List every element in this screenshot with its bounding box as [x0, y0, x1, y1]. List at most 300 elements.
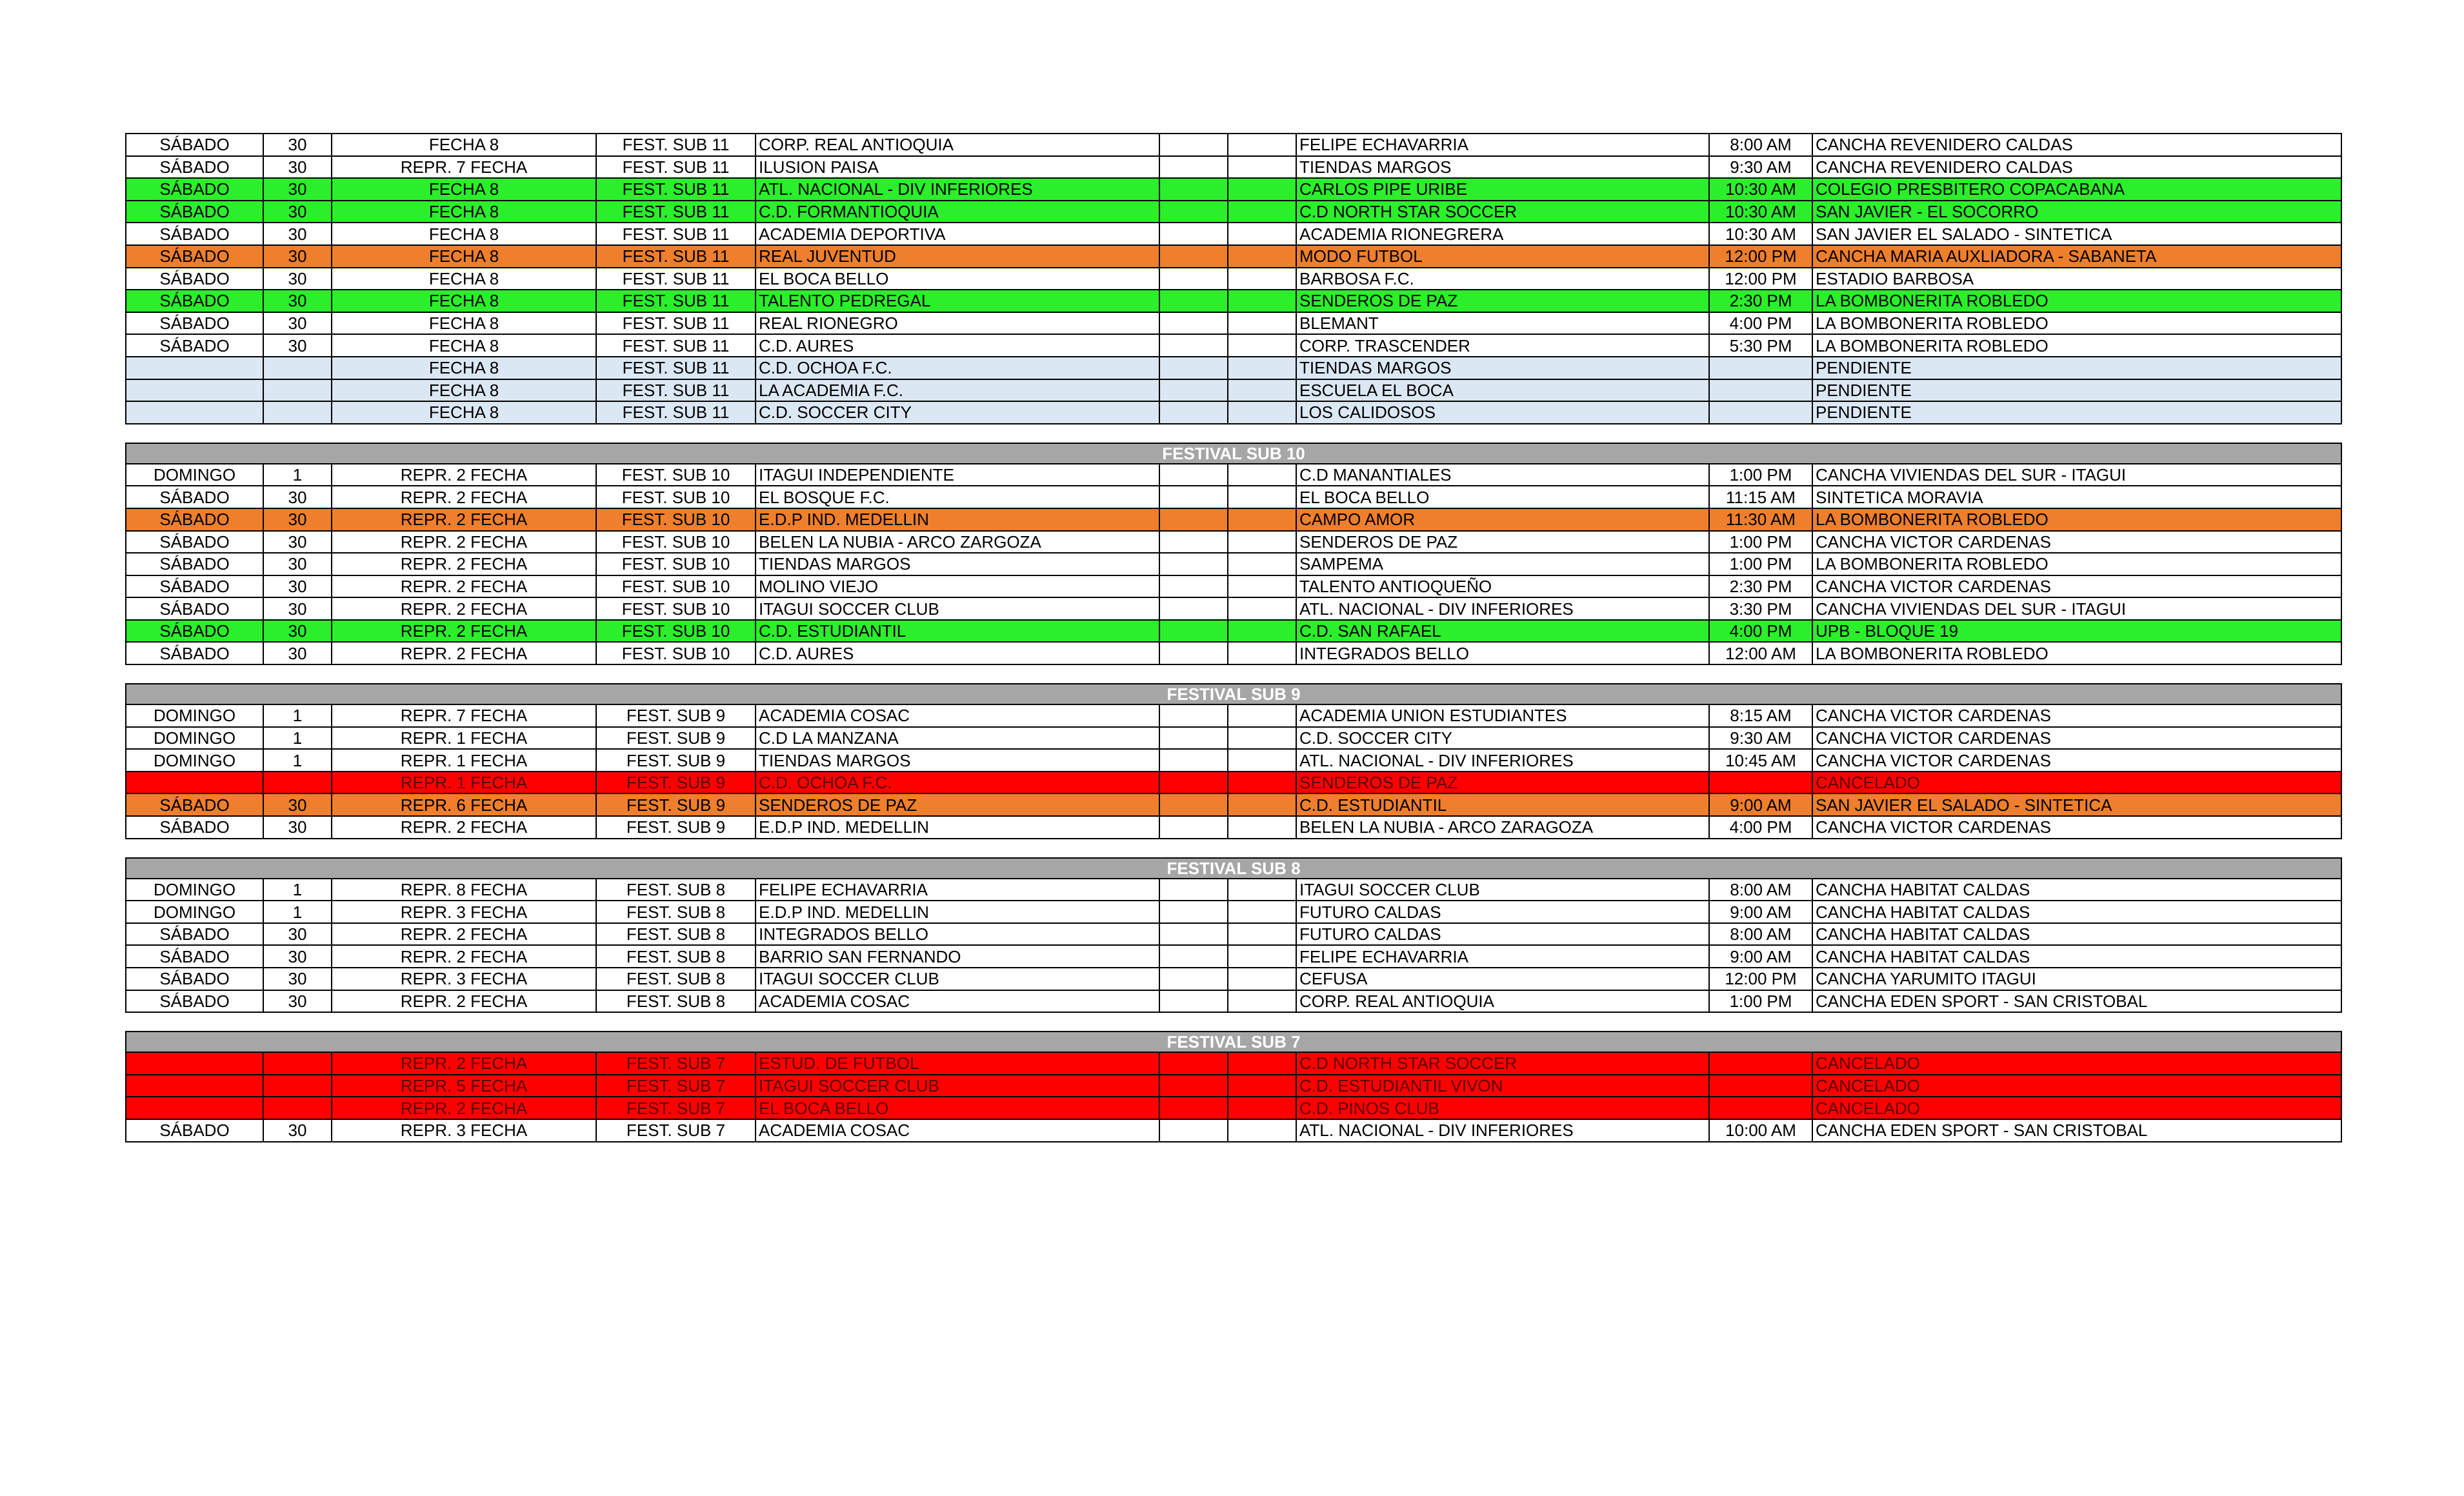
- cell-category: FEST. SUB 7: [596, 1052, 756, 1075]
- cell-category: FEST. SUB 11: [596, 401, 756, 424]
- cell-venue: LA BOMBONERITA ROBLEDO: [1812, 290, 2341, 312]
- cell-time: [1709, 1052, 1812, 1075]
- cell-home-team: C.D. AURES: [756, 334, 1159, 357]
- cell-score-home: [1159, 1052, 1228, 1075]
- cell-score-home: [1159, 968, 1228, 990]
- cell-date: 30: [263, 531, 332, 554]
- cell-away-team: FELIPE ECHAVARRIA: [1296, 134, 1709, 156]
- cell-home-team: ITAGUI SOCCER CLUB: [756, 968, 1159, 990]
- cell-day: [126, 1052, 263, 1075]
- cell-away-team: SENDEROS DE PAZ: [1296, 290, 1709, 312]
- cell-category: FEST. SUB 9: [596, 727, 756, 750]
- cell-day: SÁBADO: [126, 990, 263, 1013]
- cell-category: FEST. SUB 8: [596, 923, 756, 946]
- cell-category: FEST. SUB 10: [596, 486, 756, 508]
- cell-date: 30: [263, 816, 332, 839]
- cell-score-home: [1159, 945, 1228, 968]
- cell-day: DOMINGO: [126, 879, 263, 901]
- cell-away-team: ESCUELA EL BOCA: [1296, 379, 1709, 402]
- cell-date: 30: [263, 793, 332, 816]
- cell-score-away: [1228, 901, 1296, 923]
- cell-time: 4:00 PM: [1709, 816, 1812, 839]
- match-row: [126, 379, 2341, 402]
- cell-venue: LA BOMBONERITA ROBLEDO: [1812, 553, 2341, 575]
- cell-score-home: [1159, 923, 1228, 946]
- cell-venue: CANCHA HABITAT CALDAS: [1812, 901, 2341, 923]
- cell-day: SÁBADO: [126, 334, 263, 357]
- cell-home-team: INTEGRADOS BELLO: [756, 923, 1159, 946]
- cell-round: REPR. 7 FECHA: [332, 156, 596, 179]
- cell-away-team: C.D NORTH STAR SOCCER: [1296, 1052, 1709, 1075]
- cell-day: DOMINGO: [126, 901, 263, 923]
- cell-score-home: [1159, 727, 1228, 750]
- cell-time: [1709, 401, 1812, 424]
- cell-date: 30: [263, 334, 332, 357]
- cell-away-team: CORP. TRASCENDER: [1296, 334, 1709, 357]
- match-row: [126, 486, 2341, 508]
- cell-score-home: [1159, 642, 1228, 664]
- cell-round: REPR. 2 FECHA: [332, 553, 596, 575]
- match-row: [126, 879, 2341, 901]
- cell-time: 8:00 AM: [1709, 923, 1812, 946]
- cell-category: FEST. SUB 11: [596, 357, 756, 379]
- cell-away-team: TIENDAS MARGOS: [1296, 156, 1709, 179]
- match-row: [126, 945, 2341, 968]
- cell-time: 12:00 PM: [1709, 268, 1812, 290]
- cell-category: FEST. SUB 8: [596, 990, 756, 1013]
- cell-time: [1709, 1075, 1812, 1097]
- cell-date: 30: [263, 1119, 332, 1142]
- cell-date: 30: [263, 968, 332, 990]
- cell-score-away: [1228, 945, 1296, 968]
- cell-round: FECHA 8: [332, 290, 596, 312]
- cell-home-team: BARRIO SAN FERNANDO: [756, 945, 1159, 968]
- cell-away-team: ACADEMIA UNION ESTUDIANTES: [1296, 704, 1709, 727]
- match-row: [126, 290, 2341, 312]
- cell-round: REPR. 2 FECHA: [332, 486, 596, 508]
- cell-day: [126, 1075, 263, 1097]
- cell-away-team: ATL. NACIONAL - DIV INFERIORES: [1296, 1119, 1709, 1142]
- cell-venue: LA BOMBONERITA ROBLEDO: [1812, 312, 2341, 335]
- cell-category: FEST. SUB 7: [596, 1075, 756, 1097]
- cell-time: 9:00 AM: [1709, 793, 1812, 816]
- cell-score-away: [1228, 312, 1296, 335]
- match-row: [126, 968, 2341, 990]
- cell-home-team: REAL RIONEGRO: [756, 312, 1159, 335]
- cell-category: FEST. SUB 11: [596, 334, 756, 357]
- cell-venue: CANCHA REVENIDERO CALDAS: [1812, 156, 2341, 179]
- cell-venue: CANCHA MARIA AUXLIADORA - SABANETA: [1812, 245, 2341, 268]
- cell-home-team: C.D. SOCCER CITY: [756, 401, 1159, 424]
- cell-round: REPR. 2 FECHA: [332, 923, 596, 946]
- cell-score-home: [1159, 749, 1228, 772]
- cell-away-team: EL BOCA BELLO: [1296, 486, 1709, 508]
- cell-date: 30: [263, 508, 332, 531]
- cell-score-away: [1228, 597, 1296, 620]
- cell-score-away: [1228, 486, 1296, 508]
- cell-day: SÁBADO: [126, 223, 263, 245]
- cell-round: FECHA 8: [332, 134, 596, 156]
- cell-round: REPR. 2 FECHA: [332, 531, 596, 554]
- cell-home-team: ACADEMIA COSAC: [756, 1119, 1159, 1142]
- cell-day: SÁBADO: [126, 486, 263, 508]
- cell-round: REPR. 3 FECHA: [332, 968, 596, 990]
- cell-venue: CANCHA EDEN SPORT - SAN CRISTOBAL: [1812, 990, 2341, 1013]
- cell-date: 30: [263, 312, 332, 335]
- cell-away-team: BELEN LA NUBIA - ARCO ZARAGOZA: [1296, 816, 1709, 839]
- cell-away-team: BARBOSA F.C.: [1296, 268, 1709, 290]
- cell-round: REPR. 5 FECHA: [332, 1075, 596, 1097]
- match-row: [126, 508, 2341, 531]
- match-row: [126, 1097, 2341, 1119]
- cell-time: 8:00 AM: [1709, 134, 1812, 156]
- cell-home-team: REAL JUVENTUD: [756, 245, 1159, 268]
- cell-home-team: ATL. NACIONAL - DIV INFERIORES: [756, 178, 1159, 201]
- match-row: [126, 245, 2341, 268]
- cell-score-home: [1159, 1119, 1228, 1142]
- match-row: [126, 1119, 2341, 1142]
- cell-score-home: [1159, 901, 1228, 923]
- cell-category: FEST. SUB 8: [596, 901, 756, 923]
- match-row: [126, 1075, 2341, 1097]
- cell-category: FEST. SUB 7: [596, 1097, 756, 1119]
- cell-score-home: [1159, 772, 1228, 794]
- cell-venue: CANCHA VIVIENDAS DEL SUR - ITAGUI: [1812, 464, 2341, 486]
- cell-home-team: BELEN LA NUBIA - ARCO ZARGOZA: [756, 531, 1159, 554]
- match-row: [126, 990, 2341, 1013]
- cell-time: 1:00 PM: [1709, 553, 1812, 575]
- cell-venue: CANCHA VICTOR CARDENAS: [1812, 816, 2341, 839]
- cell-score-away: [1228, 642, 1296, 664]
- cell-category: FEST. SUB 9: [596, 772, 756, 794]
- cell-score-away: [1228, 968, 1296, 990]
- cell-home-team: ACADEMIA COSAC: [756, 704, 1159, 727]
- cell-category: FEST. SUB 8: [596, 879, 756, 901]
- cell-category: FEST. SUB 10: [596, 642, 756, 664]
- cell-time: 9:30 AM: [1709, 727, 1812, 750]
- cell-time: 4:00 PM: [1709, 620, 1812, 643]
- cell-venue: CANCHA HABITAT CALDAS: [1812, 945, 2341, 968]
- cell-venue: CANCHA REVENIDERO CALDAS: [1812, 134, 2341, 156]
- cell-score-home: [1159, 223, 1228, 245]
- cell-venue: CANCHA EDEN SPORT - SAN CRISTOBAL: [1812, 1119, 2341, 1142]
- cell-away-team: C.D. ESTUDIANTIL VIVON: [1296, 1075, 1709, 1097]
- cell-score-home: [1159, 357, 1228, 379]
- match-row: [126, 727, 2341, 750]
- cell-home-team: TALENTO PEDREGAL: [756, 290, 1159, 312]
- cell-round: REPR. 2 FECHA: [332, 575, 596, 598]
- cell-category: FEST. SUB 8: [596, 968, 756, 990]
- cell-round: FECHA 8: [332, 268, 596, 290]
- cell-score-away: [1228, 749, 1296, 772]
- cell-venue: PENDIENTE: [1812, 357, 2341, 379]
- cell-score-away: [1228, 553, 1296, 575]
- cell-venue: CANCELADO: [1812, 1052, 2341, 1075]
- cell-venue: SAN JAVIER EL SALADO - SINTETICA: [1812, 793, 2341, 816]
- cell-score-home: [1159, 178, 1228, 201]
- cell-date: 30: [263, 201, 332, 223]
- cell-time: [1709, 772, 1812, 794]
- cell-round: REPR. 2 FECHA: [332, 620, 596, 643]
- cell-day: SÁBADO: [126, 290, 263, 312]
- cell-time: 12:00 AM: [1709, 642, 1812, 664]
- section-gap: [126, 424, 2341, 443]
- cell-time: 10:00 AM: [1709, 1119, 1812, 1142]
- cell-home-team: ACADEMIA COSAC: [756, 990, 1159, 1013]
- cell-score-home: [1159, 704, 1228, 727]
- cell-score-home: [1159, 134, 1228, 156]
- cell-day: SÁBADO: [126, 268, 263, 290]
- cell-day: SÁBADO: [126, 642, 263, 664]
- cell-venue: CANCHA YARUMITO ITAGUI: [1812, 968, 2341, 990]
- section-gap: [126, 839, 2341, 858]
- cell-date: 30: [263, 178, 332, 201]
- cell-category: FEST. SUB 11: [596, 134, 756, 156]
- cell-date: 30: [263, 923, 332, 946]
- cell-day: SÁBADO: [126, 245, 263, 268]
- cell-home-team: C.D. OCHOA F.C.: [756, 357, 1159, 379]
- cell-time: 11:15 AM: [1709, 486, 1812, 508]
- cell-date: 30: [263, 245, 332, 268]
- section-gap-cell: [126, 839, 2341, 858]
- cell-away-team: TALENTO ANTIOQUEÑO: [1296, 575, 1709, 598]
- cell-round: FECHA 8: [332, 334, 596, 357]
- cell-category: FEST. SUB 11: [596, 156, 756, 179]
- cell-away-team: C.D MANANTIALES: [1296, 464, 1709, 486]
- match-row: [126, 575, 2341, 598]
- match-row: [126, 704, 2341, 727]
- cell-round: REPR. 7 FECHA: [332, 704, 596, 727]
- cell-home-team: FELIPE ECHAVARRIA: [756, 879, 1159, 901]
- cell-score-home: [1159, 156, 1228, 179]
- cell-day: SÁBADO: [126, 816, 263, 839]
- cell-day: SÁBADO: [126, 553, 263, 575]
- cell-home-team: C.D. OCHOA F.C.: [756, 772, 1159, 794]
- cell-day: SÁBADO: [126, 793, 263, 816]
- cell-time: 10:45 AM: [1709, 749, 1812, 772]
- cell-day: SÁBADO: [126, 201, 263, 223]
- cell-venue: PENDIENTE: [1812, 379, 2341, 402]
- cell-score-home: [1159, 1075, 1228, 1097]
- cell-score-away: [1228, 923, 1296, 946]
- cell-category: FEST. SUB 11: [596, 290, 756, 312]
- match-row: [126, 597, 2341, 620]
- cell-time: 9:00 AM: [1709, 945, 1812, 968]
- cell-away-team: ACADEMIA RIONEGRERA: [1296, 223, 1709, 245]
- match-row: [126, 312, 2341, 335]
- cell-score-away: [1228, 290, 1296, 312]
- cell-score-away: [1228, 1052, 1296, 1075]
- cell-away-team: MODO FUTBOL: [1296, 245, 1709, 268]
- cell-away-team: ATL. NACIONAL - DIV INFERIORES: [1296, 749, 1709, 772]
- cell-venue: CANCHA VICTOR CARDENAS: [1812, 704, 2341, 727]
- cell-time: 4:00 PM: [1709, 312, 1812, 335]
- cell-score-away: [1228, 816, 1296, 839]
- cell-venue: ESTADIO BARBOSA: [1812, 268, 2341, 290]
- cell-day: SÁBADO: [126, 575, 263, 598]
- cell-time: 8:15 AM: [1709, 704, 1812, 727]
- cell-category: FEST. SUB 9: [596, 704, 756, 727]
- cell-round: REPR. 2 FECHA: [332, 816, 596, 839]
- match-row: [126, 156, 2341, 179]
- cell-venue: CANCELADO: [1812, 1075, 2341, 1097]
- cell-time: 2:30 PM: [1709, 575, 1812, 598]
- cell-venue: CANCELADO: [1812, 772, 2341, 794]
- cell-round: REPR. 1 FECHA: [332, 727, 596, 750]
- cell-time: 3:30 PM: [1709, 597, 1812, 620]
- cell-away-team: SENDEROS DE PAZ: [1296, 772, 1709, 794]
- cell-category: FEST. SUB 9: [596, 816, 756, 839]
- cell-day: DOMINGO: [126, 749, 263, 772]
- match-row: [126, 201, 2341, 223]
- cell-score-home: [1159, 312, 1228, 335]
- match-row: [126, 553, 2341, 575]
- cell-day: DOMINGO: [126, 704, 263, 727]
- cell-day: SÁBADO: [126, 968, 263, 990]
- cell-date: 1: [263, 727, 332, 750]
- cell-home-team: E.D.P IND. MEDELLIN: [756, 816, 1159, 839]
- match-row: [126, 134, 2341, 156]
- cell-date: [263, 401, 332, 424]
- cell-category: FEST. SUB 10: [596, 508, 756, 531]
- cell-time: 9:30 AM: [1709, 156, 1812, 179]
- cell-away-team: ATL. NACIONAL - DIV INFERIORES: [1296, 597, 1709, 620]
- cell-date: 30: [263, 597, 332, 620]
- cell-category: FEST. SUB 10: [596, 464, 756, 486]
- cell-date: [263, 357, 332, 379]
- cell-away-team: BLEMANT: [1296, 312, 1709, 335]
- cell-round: FECHA 8: [332, 223, 596, 245]
- cell-date: 1: [263, 901, 332, 923]
- cell-score-away: [1228, 401, 1296, 424]
- cell-home-team: C.D. FORMANTIOQUIA: [756, 201, 1159, 223]
- cell-score-away: [1228, 575, 1296, 598]
- cell-date: 30: [263, 575, 332, 598]
- cell-score-home: [1159, 531, 1228, 554]
- cell-category: FEST. SUB 10: [596, 553, 756, 575]
- cell-round: REPR. 2 FECHA: [332, 464, 596, 486]
- match-row: [126, 642, 2341, 664]
- cell-day: [126, 379, 263, 402]
- cell-venue: CANCHA VIVIENDAS DEL SUR - ITAGUI: [1812, 597, 2341, 620]
- cell-home-team: MOLINO VIEJO: [756, 575, 1159, 598]
- match-row: [126, 531, 2341, 554]
- cell-away-team: CARLOS PIPE URIBE: [1296, 178, 1709, 201]
- cell-venue: CANCHA HABITAT CALDAS: [1812, 879, 2341, 901]
- cell-category: FEST. SUB 9: [596, 749, 756, 772]
- cell-time: [1709, 357, 1812, 379]
- section-header: [126, 1032, 2341, 1052]
- cell-date: 1: [263, 704, 332, 727]
- cell-away-team: C.D. SOCCER CITY: [1296, 727, 1709, 750]
- cell-category: FEST. SUB 11: [596, 312, 756, 335]
- cell-round: FECHA 8: [332, 312, 596, 335]
- cell-home-team: ITAGUI SOCCER CLUB: [756, 597, 1159, 620]
- cell-score-away: [1228, 201, 1296, 223]
- cell-date: 30: [263, 223, 332, 245]
- cell-venue: LA BOMBONERITA ROBLEDO: [1812, 642, 2341, 664]
- cell-round: FECHA 8: [332, 178, 596, 201]
- cell-day: [126, 772, 263, 794]
- cell-day: [126, 357, 263, 379]
- cell-score-home: [1159, 334, 1228, 357]
- cell-score-home: [1159, 597, 1228, 620]
- cell-venue: CANCHA VICTOR CARDENAS: [1812, 531, 2341, 554]
- cell-round: REPR. 2 FECHA: [332, 1097, 596, 1119]
- cell-date: 30: [263, 156, 332, 179]
- cell-score-home: [1159, 486, 1228, 508]
- cell-round: REPR. 3 FECHA: [332, 901, 596, 923]
- section-title: FESTIVAL SUB 8: [126, 858, 2341, 879]
- cell-away-team: SENDEROS DE PAZ: [1296, 531, 1709, 554]
- cell-score-away: [1228, 379, 1296, 402]
- cell-time: 2:30 PM: [1709, 290, 1812, 312]
- cell-away-team: FELIPE ECHAVARRIA: [1296, 945, 1709, 968]
- cell-away-team: C.D NORTH STAR SOCCER: [1296, 201, 1709, 223]
- cell-score-home: [1159, 268, 1228, 290]
- cell-away-team: INTEGRADOS BELLO: [1296, 642, 1709, 664]
- cell-round: FECHA 8: [332, 379, 596, 402]
- cell-home-team: E.D.P IND. MEDELLIN: [756, 508, 1159, 531]
- cell-away-team: CEFUSA: [1296, 968, 1709, 990]
- cell-venue: SINTETICA MORAVIA: [1812, 486, 2341, 508]
- cell-away-team: CORP. REAL ANTIOQUIA: [1296, 990, 1709, 1013]
- section-gap-cell: [126, 424, 2341, 443]
- cell-score-home: [1159, 379, 1228, 402]
- cell-date: 1: [263, 879, 332, 901]
- cell-round: FECHA 8: [332, 357, 596, 379]
- cell-venue: CANCHA VICTOR CARDENAS: [1812, 727, 2341, 750]
- cell-score-away: [1228, 1075, 1296, 1097]
- cell-venue: UPB - BLOQUE 19: [1812, 620, 2341, 643]
- cell-score-away: [1228, 156, 1296, 179]
- cell-home-team: TIENDAS MARGOS: [756, 553, 1159, 575]
- cell-category: FEST. SUB 11: [596, 201, 756, 223]
- cell-date: 1: [263, 464, 332, 486]
- cell-date: [263, 772, 332, 794]
- section-header: [126, 858, 2341, 879]
- cell-category: FEST. SUB 10: [596, 597, 756, 620]
- match-row: [126, 178, 2341, 201]
- cell-day: SÁBADO: [126, 134, 263, 156]
- cell-day: SÁBADO: [126, 620, 263, 643]
- cell-time: [1709, 379, 1812, 402]
- cell-time: 10:30 AM: [1709, 223, 1812, 245]
- cell-score-away: [1228, 508, 1296, 531]
- cell-time: 1:00 PM: [1709, 531, 1812, 554]
- cell-category: FEST. SUB 8: [596, 945, 756, 968]
- cell-date: 30: [263, 134, 332, 156]
- cell-day: DOMINGO: [126, 464, 263, 486]
- cell-score-away: [1228, 178, 1296, 201]
- cell-venue: COLEGIO PRESBITERO COPACABANA: [1812, 178, 2341, 201]
- cell-score-away: [1228, 268, 1296, 290]
- cell-round: FECHA 8: [332, 245, 596, 268]
- cell-category: FEST. SUB 11: [596, 268, 756, 290]
- cell-day: SÁBADO: [126, 312, 263, 335]
- cell-date: 30: [263, 945, 332, 968]
- cell-day: [126, 1097, 263, 1119]
- cell-date: [263, 1052, 332, 1075]
- cell-date: 30: [263, 990, 332, 1013]
- cell-date: 30: [263, 553, 332, 575]
- cell-date: 30: [263, 486, 332, 508]
- match-row: [126, 464, 2341, 486]
- cell-date: 1: [263, 749, 332, 772]
- cell-home-team: E.D.P IND. MEDELLIN: [756, 901, 1159, 923]
- cell-score-home: [1159, 464, 1228, 486]
- match-row: [126, 901, 2341, 923]
